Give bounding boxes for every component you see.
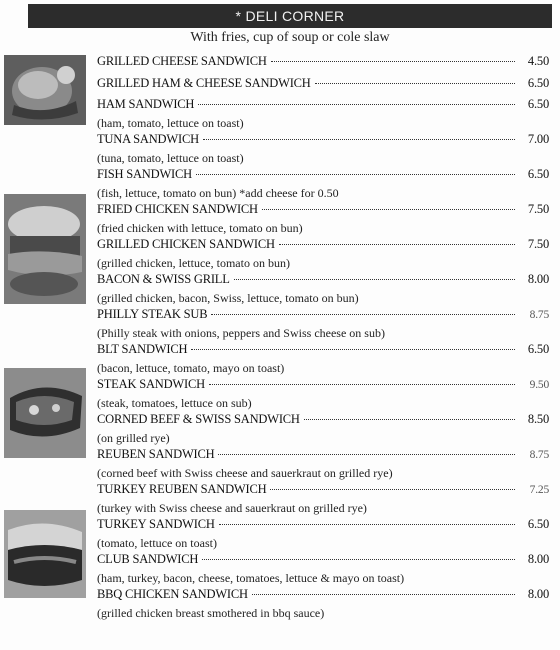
item-price: 7.25 [529, 484, 549, 496]
item-description: (ham, turkey, bacon, cheese, tomatoes, lettuce & mayo on toast) [97, 571, 405, 585]
item-description: (turkey with Swiss cheese and sauerkraut on grilled rye) [97, 501, 367, 515]
menu-item [97, 447, 549, 482]
menu-item [97, 587, 549, 622]
item-description: (Philly steak with onions, peppers and Swiss cheese on sub) [97, 326, 385, 340]
menu-item [97, 272, 549, 307]
item-price: 6.50 [527, 167, 549, 181]
item-name: TURKEY SANDWICH [97, 517, 215, 531]
menu-item [97, 342, 549, 377]
item-name: BBQ CHICKEN SANDWICH [97, 587, 248, 601]
dot-leader [304, 419, 515, 420]
item-name: CORNED BEEF & SWISS SANDWICH [97, 412, 300, 426]
menu-item [97, 482, 549, 517]
dot-leader [262, 209, 515, 210]
dot-leader [270, 489, 515, 490]
item-price: 8.00 [527, 552, 549, 566]
item-name: GRILLED CHICKEN SANDWICH [97, 237, 275, 251]
item-price: 7.00 [527, 132, 549, 146]
dot-leader [252, 594, 515, 595]
dot-leader [198, 104, 515, 105]
menu-item [97, 76, 549, 94]
item-description: (tomato, lettuce on toast) [97, 536, 217, 550]
menu-item [97, 307, 549, 342]
section-title: * DELI CORNER [235, 8, 345, 24]
item-name: TUNA SANDWICH [97, 132, 199, 146]
dot-leader [219, 524, 515, 525]
item-name: STEAK SANDWICH [97, 377, 205, 391]
dot-leader [271, 61, 515, 62]
steak-sandwich-photo-icon [4, 368, 86, 458]
dot-leader [209, 384, 515, 385]
dot-leader [211, 314, 515, 315]
item-name: REUBEN SANDWICH [97, 447, 215, 461]
item-price: 8.75 [529, 449, 549, 461]
menu-item [97, 377, 549, 412]
item-price: 8.00 [527, 272, 549, 286]
menu-item [97, 97, 549, 132]
section-subtitle: With fries, cup of soup or cole slaw [190, 30, 390, 45]
item-price: 7.50 [527, 237, 549, 251]
item-name: GRILLED CHEESE SANDWICH [97, 54, 267, 68]
menu-item [97, 202, 549, 237]
item-price: 6.50 [527, 342, 549, 356]
item-description: (grilled chicken, bacon, Swiss, lettuce, tomato on bun) [97, 291, 359, 305]
item-description: (ham, tomato, lettuce on toast) [97, 116, 244, 130]
menu-item [97, 412, 549, 447]
dot-leader [315, 83, 515, 84]
dot-leader [202, 559, 515, 560]
menu-item [97, 552, 549, 587]
dot-leader [196, 174, 515, 175]
item-description: (corned beef with Swiss cheese and sauerkraut on grilled rye) [97, 466, 393, 480]
item-description: (tuna, tomato, lettuce on toast) [97, 151, 244, 165]
item-price: 6.50 [527, 517, 549, 531]
item-name: BLT SANDWICH [97, 342, 188, 356]
item-price: 4.50 [527, 54, 549, 68]
item-name: HAM SANDWICH [97, 97, 195, 111]
item-description: (fried chicken with lettuce, tomato on bun) [97, 221, 303, 235]
dot-leader [218, 454, 515, 455]
item-name: CLUB SANDWICH [97, 552, 199, 566]
chicken-sandwich-photo-icon [4, 194, 86, 304]
item-price: 6.50 [527, 76, 549, 90]
item-description: (grilled chicken breast smothered in bbq sauce) [97, 606, 325, 620]
item-name: FISH SANDWICH [97, 167, 192, 181]
item-name: PHILLY STEAK SUB [97, 307, 208, 321]
item-description: (grilled chicken, lettuce, tomato on bun) [97, 256, 290, 270]
item-description: (on grilled rye) [97, 431, 170, 445]
sandwich-photo-icon [4, 55, 86, 125]
dot-leader [279, 244, 515, 245]
item-price: 6.50 [527, 97, 549, 111]
item-price: 8.50 [527, 412, 549, 426]
item-name: TURKEY REUBEN SANDWICH [97, 482, 267, 496]
item-description: (bacon, lettuce, tomato, mayo on toast) [97, 361, 285, 375]
item-name: BACON & SWISS GRILL [97, 272, 230, 286]
menu-item [97, 517, 549, 552]
dot-leader [203, 139, 515, 140]
dot-leader [191, 349, 515, 350]
item-price: 9.50 [529, 379, 549, 391]
menu-item [97, 237, 549, 272]
item-price: 8.00 [527, 587, 549, 601]
menu-list [97, 54, 549, 622]
item-name: FRIED CHICKEN SANDWICH [97, 202, 258, 216]
menu-item [97, 167, 549, 202]
item-price: 7.50 [527, 202, 549, 216]
item-description: (fish, lettuce, tomato on bun) *add cheese for 0.50 [97, 186, 339, 200]
item-name: GRILLED HAM & CHEESE SANDWICH [97, 76, 311, 90]
item-description: (steak, tomatoes, lettuce on sub) [97, 396, 252, 410]
menu-item [97, 132, 549, 167]
menu-item [97, 54, 549, 72]
dot-leader [234, 279, 515, 280]
sub-sandwich-photo-icon [4, 510, 86, 598]
item-price: 8.75 [529, 309, 549, 321]
section-header [28, 4, 552, 28]
